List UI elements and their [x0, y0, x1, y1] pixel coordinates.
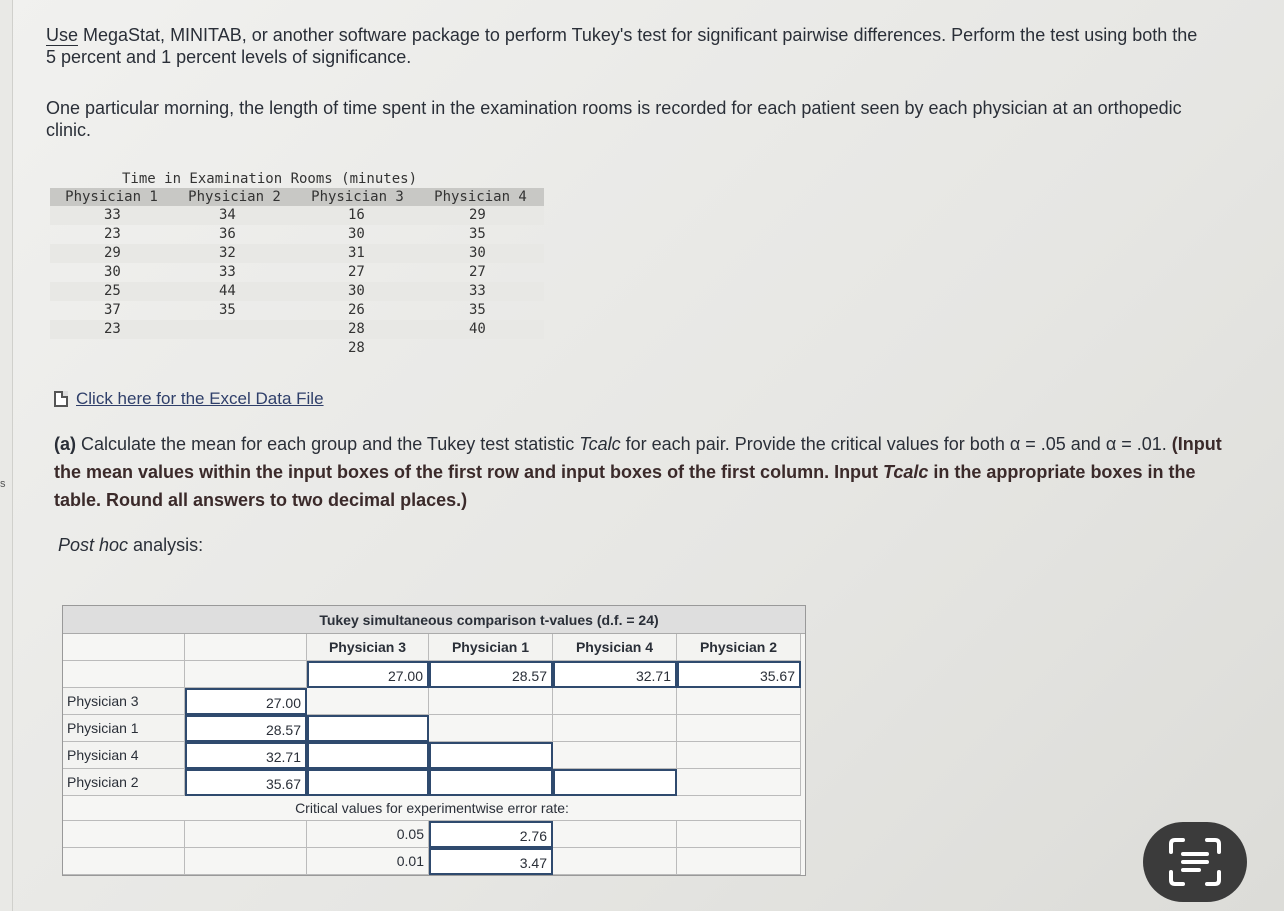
- table-cell: 33: [219, 264, 236, 280]
- table-cell: 28: [348, 321, 365, 337]
- table-cell: 31: [348, 245, 365, 261]
- table-cell: 28: [348, 340, 365, 356]
- table-cell: [419, 339, 542, 358]
- table-cell: 34: [219, 207, 236, 223]
- posthoc-italic: Post hoc: [58, 535, 129, 555]
- question-bold-b: in the appropriate boxes in the table. Round all answers to two decimal places.): [54, 462, 1196, 510]
- scan-text-button[interactable]: [1143, 822, 1247, 902]
- row-mean-input-1[interactable]: 27.00: [185, 688, 307, 715]
- tukey-grid: [63, 634, 805, 875]
- table-cell: 40: [469, 321, 486, 337]
- blank-cell: [185, 661, 307, 688]
- table-cell: 23: [104, 321, 121, 337]
- col-header-1: Physician 3: [307, 634, 429, 661]
- tukey-cell: [553, 715, 677, 742]
- question-text-a: Calculate the mean for each group and the Tukey test statistic: [76, 434, 580, 454]
- tukey-cell: [677, 742, 801, 769]
- blank-cell: [185, 848, 307, 875]
- table-row: [50, 339, 544, 358]
- col-mean-input-4[interactable]: 35.67: [677, 661, 801, 688]
- exam-time-table: [50, 170, 544, 358]
- table-cell: 29: [469, 207, 486, 223]
- header-physician-1: Physician 1: [65, 189, 158, 205]
- tukey-cell: [307, 688, 429, 715]
- blank-cell: [63, 848, 185, 875]
- scan-text-icon: [1167, 836, 1223, 888]
- table-cell: 32: [219, 245, 236, 261]
- excel-link-text[interactable]: Click here for the Excel Data File: [76, 389, 324, 408]
- row-mean-input-2[interactable]: 28.57: [185, 715, 307, 742]
- critical-01-input[interactable]: 3.47: [429, 848, 553, 875]
- tcalc-symbol-bold: Tcalc: [883, 462, 929, 482]
- table-cell: 27: [469, 264, 486, 280]
- header-physician-2: Physician 2: [188, 189, 281, 205]
- col-mean-input-2[interactable]: 28.57: [429, 661, 553, 688]
- alpha-05-label: 0.05: [307, 821, 429, 848]
- critical-values-title: Critical values for experimentwise error rate:: [63, 796, 801, 821]
- tukey-cell: [677, 769, 801, 796]
- table-cell: 37: [104, 302, 121, 318]
- table-cell: [50, 339, 173, 358]
- table-cell: 33: [104, 207, 121, 223]
- header-physician-3: Physician 3: [311, 189, 404, 205]
- table-cell: [173, 320, 296, 339]
- tcalc-input-1-4[interactable]: [429, 742, 553, 769]
- table-caption: Time in Examination Rooms (minutes): [122, 171, 418, 187]
- scenario-paragraph: One particular morning, the length of time spent in the examination rooms is recorded for each patient seen by each physician at an orthopedic clinic.: [46, 98, 1182, 140]
- col-mean-input-3[interactable]: 32.71: [553, 661, 677, 688]
- tcalc-input-3-1[interactable]: [307, 715, 429, 742]
- tukey-cell: [429, 715, 553, 742]
- blank-cell: [185, 821, 307, 848]
- table-cell: 23: [104, 226, 121, 242]
- table-cell: 33: [469, 283, 486, 299]
- table-row: [50, 206, 544, 225]
- table-row: [50, 263, 544, 282]
- posthoc-rest: analysis:: [128, 535, 204, 555]
- instructions-paragraph: [46, 24, 1206, 68]
- blank-cell: [677, 848, 801, 875]
- table-cell: [173, 339, 296, 358]
- left-edge-strip: [0, 0, 13, 911]
- question-label: (a): [54, 434, 76, 454]
- col-header-3: Physician 4: [553, 634, 677, 661]
- row-mean-input-3[interactable]: 32.71: [185, 742, 307, 769]
- table-cell: 35: [219, 302, 236, 318]
- blank-cell: [63, 821, 185, 848]
- table-cell: 35: [469, 302, 486, 318]
- table-row: [50, 225, 544, 244]
- critical-05-input[interactable]: 2.76: [429, 821, 553, 848]
- question-text-b: for each pair. Provide the critical values for both α = .05 and α = .01.: [620, 434, 1172, 454]
- col-mean-input-1[interactable]: 27.00: [307, 661, 429, 688]
- table-header: [50, 188, 544, 206]
- table-cell: 27: [348, 264, 365, 280]
- document-icon: [54, 391, 68, 407]
- blank-cell: [677, 821, 801, 848]
- tukey-title: Tukey simultaneous comparison t-values (d.f. = 24): [63, 606, 805, 634]
- alpha-01-label: 0.01: [307, 848, 429, 875]
- table-cell: 44: [219, 283, 236, 299]
- instructions-text: MegaStat, MINITAB, or another software package to perform Tukey's test for significant pairwise differences. Perform the test using both the 5 percent and 1 percent levels of significance.: [46, 25, 1198, 67]
- table-cell: 36: [219, 226, 236, 242]
- tcalc-input-3-4[interactable]: [307, 742, 429, 769]
- corner-cell: [63, 634, 185, 661]
- row-mean-input-4[interactable]: 35.67: [185, 769, 307, 796]
- table-cell: 26: [348, 302, 365, 318]
- tcalc-input-4-2[interactable]: [553, 769, 677, 796]
- tukey-cell: [553, 742, 677, 769]
- row-label-3: Physician 4: [63, 742, 185, 769]
- tcalc-input-1-2[interactable]: [429, 769, 553, 796]
- table-row: [50, 301, 544, 320]
- corner-cell-2: [185, 634, 307, 661]
- table-cell: 25: [104, 283, 121, 299]
- excel-data-link[interactable]: [54, 389, 324, 409]
- tukey-table: [62, 605, 806, 876]
- tukey-cell: [677, 715, 801, 742]
- table-body: [50, 206, 544, 358]
- question-a: [54, 430, 1234, 514]
- blank-cell: [553, 821, 677, 848]
- tukey-cell: [677, 688, 801, 715]
- table-cell: 29: [104, 245, 121, 261]
- table-row: [50, 282, 544, 301]
- side-marker: s: [0, 478, 6, 490]
- tcalc-input-3-2[interactable]: [307, 769, 429, 796]
- table-cell: 30: [469, 245, 486, 261]
- row-label-2: Physician 1: [63, 715, 185, 742]
- posthoc-label: [58, 535, 203, 556]
- tukey-cell: [553, 688, 677, 715]
- col-header-4: Physician 2: [677, 634, 801, 661]
- use-word: Use: [46, 25, 79, 45]
- tcalc-symbol: Tcalc: [579, 434, 621, 454]
- row-label-4: Physician 2: [63, 769, 185, 796]
- table-cell: 30: [104, 264, 121, 280]
- table-row: [50, 320, 544, 339]
- question-bold-a: (Input the mean values within the input boxes of the first row and input boxes of the first column. Input: [54, 434, 1222, 482]
- col-header-2: Physician 1: [429, 634, 553, 661]
- table-cell: 30: [348, 226, 365, 242]
- blank-cell: [63, 661, 185, 688]
- row-label-1: Physician 3: [63, 688, 185, 715]
- tukey-cell: [429, 688, 553, 715]
- table-cell: 30: [348, 283, 365, 299]
- blank-cell: [553, 848, 677, 875]
- table-row: [50, 244, 544, 263]
- table-cell: 35: [469, 226, 486, 242]
- table-cell: 16: [348, 207, 365, 223]
- header-physician-4: Physician 4: [434, 189, 527, 205]
